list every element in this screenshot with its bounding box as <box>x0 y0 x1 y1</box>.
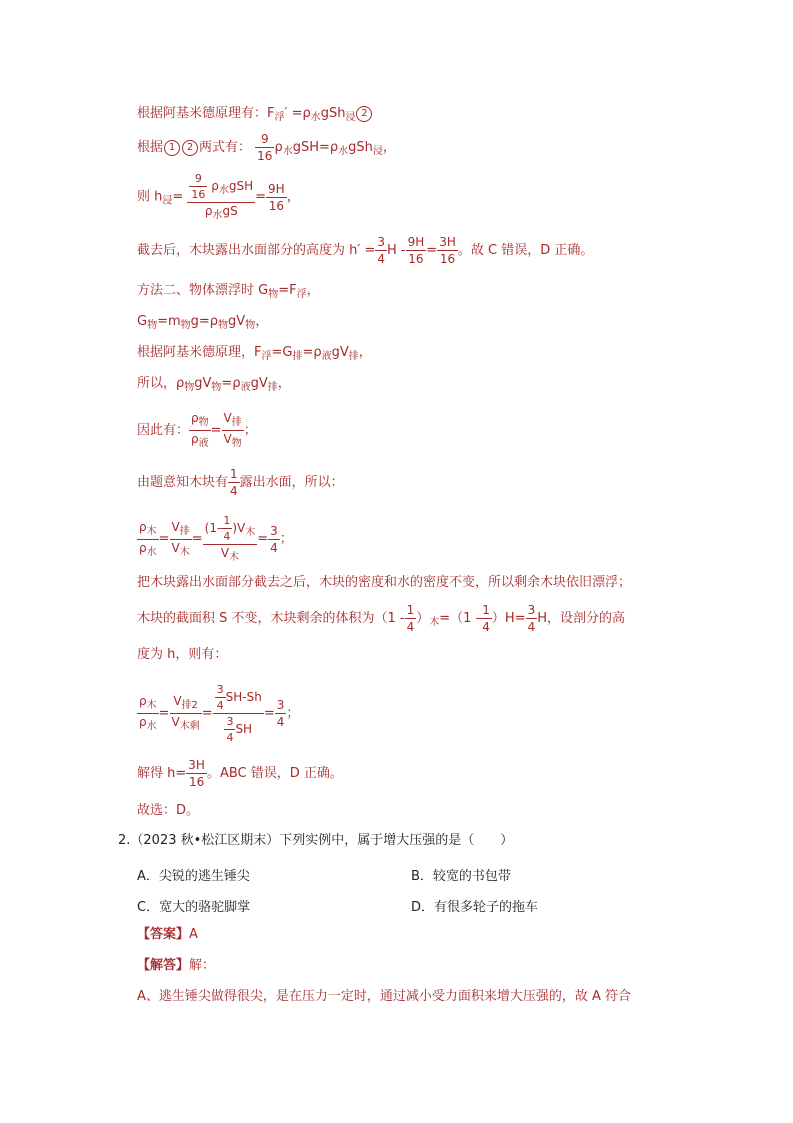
answer-line <box>137 928 198 941</box>
text: ， <box>255 314 269 329</box>
solution-line <box>137 959 215 972</box>
text: gSH=ρ <box>292 140 339 155</box>
subscript: 浮 <box>274 112 285 123</box>
text: = <box>263 706 275 721</box>
fraction: $\frac{\rho_物}{\rho_液}$ <box>191 411 209 449</box>
text: = <box>210 423 222 438</box>
text: = <box>201 706 213 721</box>
fraction: $\frac{\rho_木}{\rho_水}$ <box>139 694 157 732</box>
text: ， <box>306 283 320 298</box>
text: H，设剖分的高 <box>537 611 626 626</box>
answer-label: 【答案】 <box>137 927 190 942</box>
subscript: 排 <box>348 351 359 362</box>
text: ρ <box>274 140 283 155</box>
text: 把木块露出水面部分截去之后，木块的密度和水的密度不变，所以剩余木块依旧漂浮； <box>137 575 632 590</box>
text: 则 h <box>137 189 163 205</box>
text: 因此有： <box>137 423 190 438</box>
text: ′ =ρ <box>284 106 311 121</box>
text: 根据 <box>137 140 164 155</box>
line-combine-equations <box>137 133 396 162</box>
text: 两式有： <box>199 140 252 155</box>
fraction: $\frac{3H}{16}$ <box>188 758 205 789</box>
complex-fraction: $\frac{9}{16}$ $\rho_水gSH$ $\rho_水gS$ <box>187 173 255 221</box>
option-a: A．尖锐的逃生锤尖 <box>137 869 250 884</box>
subscript: 浮 <box>296 289 307 300</box>
subscript: 液 <box>240 382 251 393</box>
text: =ρ <box>221 376 241 391</box>
question-number: 2. <box>118 833 131 848</box>
fraction: $\frac{\rho_木}{\rho_水}$ <box>139 519 157 558</box>
text: 度为 h，则有： <box>137 647 228 662</box>
line-wood-ratio-2 <box>137 684 299 743</box>
text: 由题意知木块有 <box>137 475 229 490</box>
subscript: 水 <box>282 146 293 157</box>
text: ； <box>286 706 300 721</box>
line-method-two <box>137 284 320 300</box>
text: 木块的截面积 S 不变，木块剩余的体积为（1 - <box>137 611 405 626</box>
text: = <box>158 706 170 721</box>
subscript: 物 <box>268 289 279 300</box>
complex-fraction: (1- $\frac{1}{4}$ )$V_木$ $V_木$ <box>204 514 256 563</box>
text: 方法二、物体漂浮时 G <box>137 283 269 298</box>
text: ， <box>277 376 291 391</box>
text: 根据阿基米德原理，F <box>137 345 262 360</box>
circled-number: 1 <box>164 140 180 156</box>
text: = <box>172 189 184 205</box>
fraction: $\frac{9}{16}$ <box>257 132 273 163</box>
line-archimedes-1 <box>137 106 373 123</box>
fraction: $\frac{3}{4}$ <box>377 235 385 266</box>
answer-value: A <box>189 927 198 942</box>
subscript: 浸 <box>345 112 356 123</box>
subscript: 浮 <box>261 351 272 362</box>
text: ）H= <box>491 611 526 626</box>
text: gV <box>250 376 268 391</box>
subscript: 物 <box>211 382 222 393</box>
text: ； <box>243 423 257 438</box>
subscript: 物 <box>245 320 256 331</box>
subscript: 排 <box>292 351 303 362</box>
text: = <box>257 531 269 547</box>
line-solve-h <box>137 759 343 788</box>
text: ， <box>286 189 300 205</box>
text: g=ρ <box>190 314 219 329</box>
text: =G <box>271 345 293 360</box>
subscript: 物 <box>184 382 195 393</box>
text: ， <box>382 140 396 155</box>
text: gV <box>194 376 212 391</box>
fraction: $\frac{1}{4}$ <box>406 603 415 634</box>
fraction: $\frac{V_{排2}}{V_{木剩}}$ <box>171 694 200 732</box>
subscript: 浸 <box>372 146 383 157</box>
text: ， <box>358 345 372 360</box>
text: = <box>426 243 438 258</box>
line-cut-height <box>137 236 593 265</box>
subscript: 物 <box>180 320 191 331</box>
text: ） <box>416 611 430 626</box>
line-choose-d <box>137 804 199 817</box>
fraction: $\frac{V_排}{V_物}$ <box>223 411 242 449</box>
text: gSh <box>348 140 373 155</box>
circled-number: 2 <box>182 140 198 156</box>
text: G <box>137 314 148 329</box>
text: = <box>191 531 203 547</box>
text: H - <box>387 243 406 258</box>
fraction: $\frac{1}{4}$ <box>482 603 490 634</box>
text: =F <box>278 283 297 298</box>
question-2 <box>118 834 513 847</box>
circled-number: 2 <box>356 106 372 122</box>
subscript: 排 <box>267 382 278 393</box>
text: = <box>255 189 267 205</box>
line-density-ratio <box>137 412 257 449</box>
line-exposed-quarter <box>137 468 344 497</box>
subscript: 水 <box>310 112 321 123</box>
subscript: 物 <box>218 320 229 331</box>
fraction: $\frac{9H}{16}$ <box>268 181 285 213</box>
line-gravity <box>137 315 268 331</box>
option-d: D．有很多轮子的拖车 <box>411 900 539 915</box>
line-cut-still-floats <box>137 576 631 589</box>
question-text: （2023 秋•松江区期末）下列实例中，属于增大压强的是（ ） <box>130 833 514 848</box>
fraction: $\frac{1}{4}$ <box>230 467 238 498</box>
text: 根据阿基米德原理有：F <box>137 106 275 121</box>
text: 。ABC 错误，D 正确。 <box>206 766 343 781</box>
text: gV <box>228 314 246 329</box>
line-therefore <box>137 377 291 393</box>
line-h-immersed <box>137 173 300 221</box>
text: A、逃生锤尖做得很尖，是在压力一定时，通过减小受力面积来增大压强的，故 A 符合 <box>137 989 632 1004</box>
fraction: $\frac{V_排}{V_木}$ <box>171 519 190 558</box>
text: 露出水面，所以： <box>239 475 344 490</box>
fraction: $\frac{3}{4}$ <box>276 698 285 729</box>
text: =ρ <box>302 345 322 360</box>
line-height-is-h <box>137 648 227 661</box>
subscript: 木 <box>429 617 440 628</box>
fraction: $\frac{3}{4}$ <box>527 603 536 634</box>
fraction: $\frac{3}{4}$ <box>270 523 278 555</box>
text: gV <box>331 345 349 360</box>
solution-text: 解： <box>189 958 216 973</box>
text: =（1 - <box>439 611 481 626</box>
text: ； <box>279 531 293 547</box>
fraction: $\frac{9H}{16}$ <box>407 235 425 266</box>
subscript: 浸 <box>162 195 173 207</box>
complex-fraction: $\frac{3}{4}$ SH-Sh $\frac{3}{4}$ SH <box>213 684 264 743</box>
line-remaining-volume <box>137 604 625 633</box>
text: 解得 h= <box>137 766 187 781</box>
line-archimedes-2 <box>137 346 372 362</box>
subscript: 物 <box>147 320 158 331</box>
text: 。故 C 错误，D 正确。 <box>457 243 594 258</box>
text: gSh <box>320 106 346 121</box>
text: =m <box>157 314 181 329</box>
text: 截去后，木块露出水面部分的高度为 h′ = <box>137 243 376 258</box>
option-b: B．较宽的书包带 <box>411 869 511 884</box>
text: 所以，ρ <box>137 376 185 391</box>
subscript: 水 <box>338 146 349 157</box>
fraction: $\frac{3H}{16}$ <box>439 235 456 266</box>
subscript: 液 <box>321 351 332 362</box>
solution-option-a <box>137 990 631 1003</box>
option-c: C．宽大的骆驼脚掌 <box>137 900 251 915</box>
line-wood-ratio <box>137 515 293 563</box>
text: = <box>158 531 170 547</box>
text: 故选：D。 <box>137 803 200 818</box>
solution-label: 【解答】 <box>137 958 190 973</box>
